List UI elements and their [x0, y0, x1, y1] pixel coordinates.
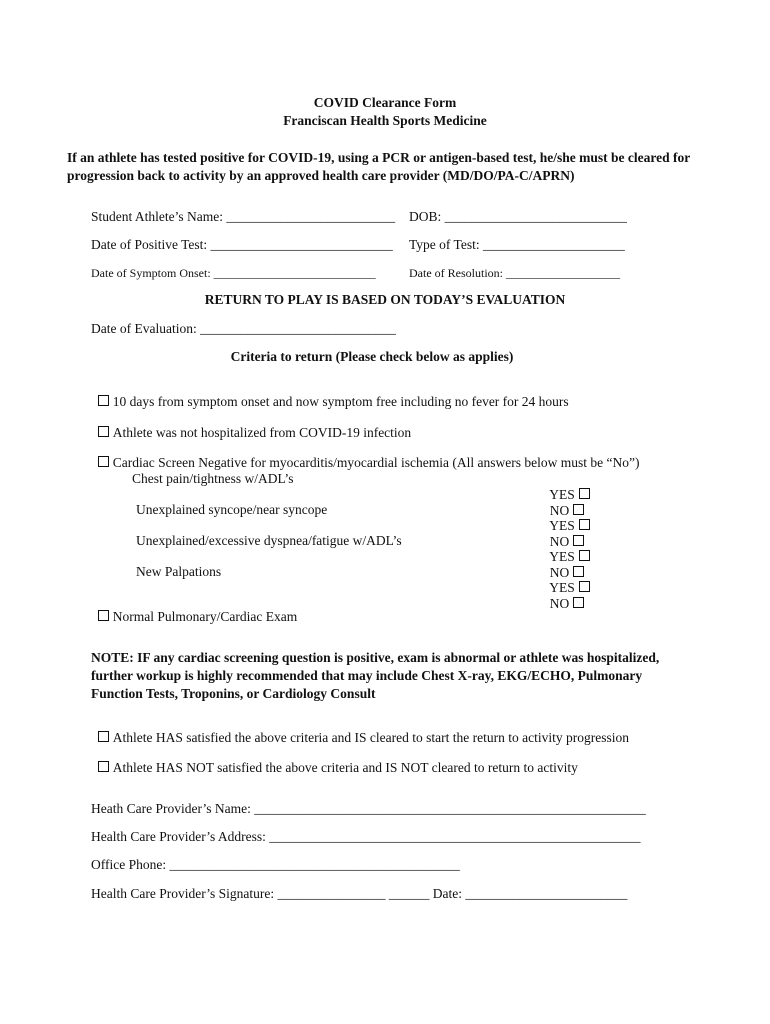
symptom-onset-field[interactable]: Date of Symptom Onset: ___________________________: [91, 266, 376, 280]
yes-checkbox[interactable]: [579, 550, 590, 561]
office-phone-field[interactable]: Office Phone: ___________________________________________: [91, 857, 460, 872]
positive-test-date-field[interactable]: Date of Positive Test: ___________________________: [91, 237, 393, 252]
clearance-label: Athlete HAS NOT satisfied the above criteria and IS NOT cleared to return to activity: [112, 760, 578, 775]
clearance-item: [91, 744, 578, 776]
criteria-item: [91, 378, 569, 410]
provider-address-field[interactable]: Health Care Provider’s Address: _______________________________________________________: [91, 829, 641, 844]
cardiac-question-label: Unexplained syncope/near syncope: [136, 502, 328, 517]
provider-name-field[interactable]: Heath Care Provider’s Name: __________________________________________________________: [91, 801, 646, 816]
checkbox-not-hospitalized[interactable]: [98, 426, 109, 437]
criteria-label: Cardiac Screen Negative for myocarditis/myocardial ischemia (All answers below must be “No”): [112, 455, 640, 470]
criteria-item: [91, 409, 411, 441]
student-name-field[interactable]: Student Athlete’s Name: _________________________: [91, 209, 396, 224]
yes-checkbox[interactable]: [579, 519, 590, 530]
yes-label: YES: [549, 580, 575, 595]
checkbox-symptom-free[interactable]: [98, 395, 109, 406]
criteria-label: Normal Pulmonary/Cardiac Exam: [112, 609, 298, 624]
cardiac-question-answer: [543, 564, 590, 612]
criteria-heading: Criteria to return (Please check below as applies): [230, 349, 514, 364]
criteria-label: Athlete was not hospitalized from COVID-19 infection: [112, 425, 412, 440]
yes-label: YES: [549, 487, 575, 502]
form-title: COVID Clearance Form: [313, 95, 457, 110]
criteria-label: 10 days from symptom onset and now symptom free including no fever for 24 hours: [112, 394, 569, 409]
checkbox-cardiac-screen[interactable]: [98, 456, 109, 467]
criteria-item: [91, 593, 297, 625]
intro-paragraph: If an athlete has tested positive for COVID-19, using a PCR or antigen-based test, he/she must be cleared for progression back to activity by an approved health care provider (MD/DO/PA-C/APRN): [67, 150, 690, 183]
form-subtitle: Franciscan Health Sports Medicine: [283, 113, 487, 128]
no-label: NO: [549, 534, 570, 549]
clearance-label: Athlete HAS satisfied the above criteria and IS cleared to start the return to activity progression: [112, 730, 629, 745]
yes-checkbox[interactable]: [579, 581, 590, 592]
cardiac-question-label: New Palpations: [136, 564, 222, 579]
cardiac-question-label: Chest pain/tightness w/ADL’s: [132, 471, 294, 486]
no-checkbox[interactable]: [573, 597, 584, 608]
no-label: NO: [549, 503, 570, 518]
no-label: NO: [549, 596, 570, 611]
resolution-date-field[interactable]: Date of Resolution: ___________________: [409, 266, 620, 280]
criteria-item: [91, 439, 639, 471]
dob-field[interactable]: DOB: ___________________________: [409, 209, 627, 224]
note-paragraph: NOTE: IF any cardiac screening question is positive, exam is abnormal or athlete was hospitalized, further workup is highly recommended that may include Chest X-ray, EKG/ECHO, Pulmonary Function Tests, Troponins, or Cardiology Consult: [91, 650, 660, 701]
checkbox-not-cleared[interactable]: [98, 761, 109, 772]
return-to-play-heading: RETURN TO PLAY IS BASED ON TODAY’S EVALUATION: [204, 292, 566, 307]
yes-label: YES: [549, 549, 575, 564]
cardiac-question-label: Unexplained/excessive dyspnea/fatigue w/ADL’s: [136, 533, 402, 548]
no-label: NO: [549, 565, 570, 580]
clearance-item: [91, 714, 629, 746]
yes-checkbox[interactable]: [579, 488, 590, 499]
evaluation-date-field[interactable]: Date of Evaluation: _____________________________: [91, 321, 396, 336]
test-type-field[interactable]: Type of Test: _____________________: [409, 237, 625, 252]
yes-label: YES: [549, 518, 575, 533]
provider-signature-field[interactable]: Health Care Provider’s Signature: ________________ ______ Date: ________________________: [91, 886, 628, 901]
checkbox-normal-exam[interactable]: [98, 610, 109, 621]
checkbox-cleared[interactable]: [98, 731, 109, 742]
